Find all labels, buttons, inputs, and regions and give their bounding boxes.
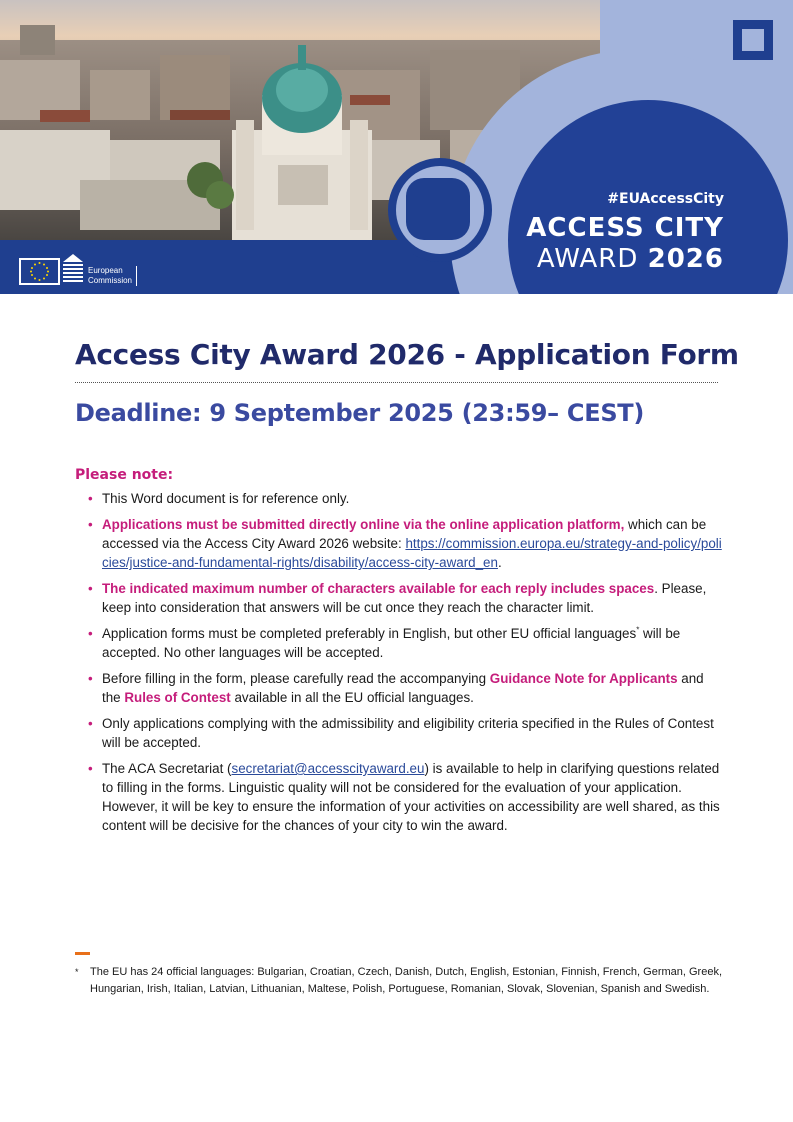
list-item bbox=[88, 515, 723, 572]
note-text: and the bbox=[102, 671, 704, 705]
list-item bbox=[88, 669, 723, 707]
footnote bbox=[75, 964, 725, 998]
list-item bbox=[88, 579, 723, 617]
note-text: . bbox=[497, 555, 502, 570]
footnote-mark: * bbox=[75, 967, 79, 977]
notes-list bbox=[88, 489, 723, 842]
note-text: available in all the EU official languages. bbox=[230, 690, 474, 705]
note-text: Before filling in the form, please carefully read the accompanying bbox=[102, 671, 490, 686]
title-divider bbox=[75, 382, 718, 383]
note-highlight: Applications must be submitted directly online via the online application platform, bbox=[102, 517, 625, 532]
european-commission-logo bbox=[88, 266, 137, 286]
award-title-line2 bbox=[537, 244, 724, 274]
header-banner bbox=[0, 0, 793, 294]
award-year: 2026 bbox=[647, 244, 724, 274]
note-text: Application forms must be completed preferably in English, but other EU official languages bbox=[102, 626, 637, 641]
page-title: Access City Award 2026 - Application Form bbox=[75, 338, 739, 371]
logo-text-line1: European bbox=[88, 266, 123, 275]
list-item bbox=[88, 489, 723, 508]
deadline-heading: Deadline: 9 September 2025 (23:59– CEST) bbox=[75, 399, 645, 427]
note-highlight: The indicated maximum number of characters available for each reply includes spaces bbox=[102, 581, 655, 596]
note-text: The ACA Secretariat ( bbox=[102, 761, 232, 776]
secretariat-email-link[interactable]: secretariat@accesscityaward.eu bbox=[231, 761, 425, 776]
note-text: This Word document is for reference only. bbox=[102, 491, 350, 506]
note-text: which can be accessed via the Access City Award 2026 website: bbox=[102, 517, 707, 551]
note-text: . Please, keep into consideration that answers will be cut once they reach the character limit. bbox=[102, 581, 707, 615]
note-text: will be accepted. No other languages will be accepted. bbox=[102, 626, 681, 660]
footnote-rule bbox=[75, 952, 90, 955]
award-website-link[interactable]: https://commission.europa.eu/strategy-and-policy/policies/justice-and-fundamental-rights/disability/access-city-award_en bbox=[102, 536, 722, 570]
footnote-text: The EU has 24 official languages: Bulgarian, Croatian, Czech, Danish, Dutch, English, Estonian, Finnish, French, German, Greek, Hungarian, Irish, Italian, Latvian, Lithuanian, Maltese, Polish, Portuguese, Romanian, Slovak, Slovenian, Spanish and Swedish. bbox=[90, 966, 723, 995]
list-item bbox=[88, 714, 723, 752]
list-item bbox=[88, 624, 723, 662]
footnote-reference[interactable]: * bbox=[636, 625, 640, 635]
rules-of-contest-reference: Rules of Contest bbox=[124, 690, 231, 705]
award-title-line1: ACCESS CITY bbox=[526, 213, 724, 243]
note-heading: Please note: bbox=[75, 467, 174, 483]
note-text: Only applications complying with the admissibility and eligibility criteria specified in the Rules of Contest will be accepted. bbox=[102, 716, 714, 750]
list-item bbox=[88, 759, 723, 835]
logo-text-line2: Commission bbox=[88, 276, 133, 285]
award-line2-prefix: AWARD bbox=[536, 244, 648, 274]
guidance-note-reference: Guidance Note for Applicants bbox=[489, 671, 678, 686]
hashtag-text: #EUAccessCity bbox=[607, 191, 724, 207]
note-text: ) is available to help in clarifying questions related to filling in the forms. Linguistic quality will not be considered for the evaluation of your application. However, it will be key to ensure the information of your activities on accessibility are well shared, as this content will be decisive for the chances of your city to win the award. bbox=[102, 761, 720, 833]
